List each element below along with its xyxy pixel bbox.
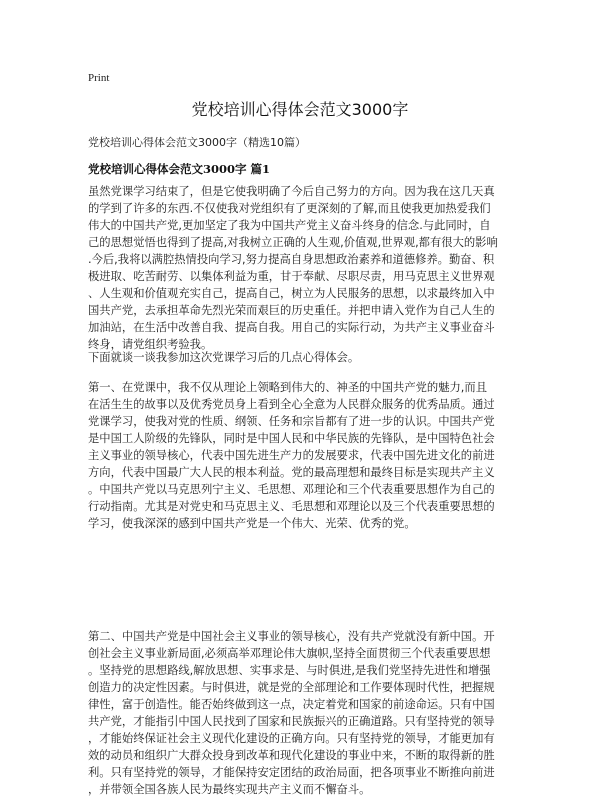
paragraph-line: 党课学习，使我对党的性质、纲领、任务和宗旨都有了进一步的认识。中国共产党	[88, 415, 495, 428]
paragraph-line: 是中国工人阶级的先锋队，同时是中国人民和中华民族的先锋队，是中国特色社会	[88, 432, 495, 445]
paragraph-line: 虽然党课学习结束了，但是它使我明确了今后自己努力的方向。因为我在这几天真	[88, 185, 495, 198]
paragraph-line: 在活生生的故事以及优秀党员身上看到全心全意为人民群众服务的优秀品质。通过	[88, 398, 495, 411]
paragraph-line: 律性，富于创造性。能否始终做到这一点，决定着党和国家的前途命运。只有中国	[88, 698, 495, 711]
paragraph-line: ，才能始终保证社会主义现代化建设的正确方向。只有坚持党的领导，才能更加有	[88, 732, 495, 745]
paragraph-line: 终身，请党组织考验我。	[88, 338, 213, 351]
paragraph-line: 效的动员和组织广大群众投身到改革和现代化建设的事业中来，不断的取得新的胜	[88, 749, 495, 762]
paragraph-line: 主义事业的领导核心，代表中国先进生产力的发展要求，代表中国先进文化的前进	[88, 449, 495, 462]
paragraph-line: 学习，使我深深的感到中国共产党是一个伟大、光荣、优秀的党。	[88, 517, 416, 530]
paragraph-line: 国共产党，去承担革命先烈光荣而艰巨的历史重任。并把申请入党作为自己人生的	[88, 304, 495, 317]
paragraph-3	[88, 379, 518, 532]
paragraph-line: 行动指南。尤其是对党史和马克思主义、毛思想和邓理论以及三个代表重要思想的	[88, 500, 495, 513]
print-label: Print	[88, 72, 110, 84]
paragraph-line: 创社会主义事业新局面,必须高举邓理论伟大旗帜,坚持全面贯彻三个代表重要思想	[88, 647, 491, 660]
paragraph-4	[88, 628, 518, 798]
paragraph-line: 己的思想觉悟也得到了提高,对我树立正确的人生观,价值观,世界观,都有很大的影响	[88, 236, 498, 249]
paragraph-line: 的学到了许多的东西.不仅使我对党组织有了更深刻的了解,而且使我更加热爱我们	[88, 202, 491, 215]
paragraph-line: 加油站，在生活中改善自我、提高自我。用自己的实际行动，为共产主义事业奋斗	[88, 321, 495, 334]
paragraph-line: 下面就谈一谈我参加这次党课学习后的几点心得体会。	[88, 351, 360, 364]
paragraph-line: 。中国共产党以马克思列宁主义、毛思想、邓理论和三个代表重要思想作为自己的	[88, 483, 495, 496]
paragraph-line: 方向，代表中国最广大人民的根本利益。党的最高理想和最终目标是实现共产主义	[88, 466, 495, 479]
document-subtitle: 党校培训心得体会范文3000字（精选10篇）	[88, 136, 306, 149]
paragraph-2	[88, 349, 518, 366]
paragraph-line: ，并带领全国各族人民为最终实现共产主义而不懈奋斗。	[88, 783, 371, 796]
paragraph-line: .今后,我将以满腔热情投向学习,努力提高自身思想政治素养和道德修养。勤奋、积	[88, 253, 495, 266]
paragraph-line: 创造力的决定性因素。与时俱进，就是党的全部理论和工作要体现时代性，把握规	[88, 681, 495, 694]
paragraph-line: 第二、中国共产党是中国社会主义事业的领导核心，没有共产党就没有新中国。开	[88, 630, 495, 643]
paragraph-line: 。坚持党的思想路线,解放思想、实事求是、与时俱进,是我们党坚持先进性和增强	[88, 664, 491, 677]
paragraph-line: 伟大的中国共产党,更加坚定了我为中国共产党主义奋斗终身的信念.与此同时，自	[88, 219, 491, 232]
paragraph-line: 利。只有坚持党的领导，才能保持安定团结的政治局面，把各项事业不断推向前进	[88, 766, 495, 779]
document-title: 党校培训心得体会范文3000字	[191, 100, 409, 119]
paragraph-line: 、人生观和价值观充实自己，提高自己，树立为人民服务的思想，以求最终加入中	[88, 287, 495, 300]
section-heading: 党校培训心得体会范文3000字 篇1	[88, 162, 271, 176]
paragraph-1	[88, 183, 518, 353]
paragraph-line: 第一、在党课中，我不仅从理论上领略到伟大的、神圣的中国共产党的魅力,而且	[88, 381, 487, 394]
paragraph-line: 极进取、吃苦耐劳、以集体利益为重，甘于奉献、尽职尽责，用马克思主义世界观	[88, 270, 495, 283]
paragraph-line: 共产党，才能指引中国人民找到了国家和民族振兴的正确道路。只有坚持党的领导	[88, 715, 495, 728]
